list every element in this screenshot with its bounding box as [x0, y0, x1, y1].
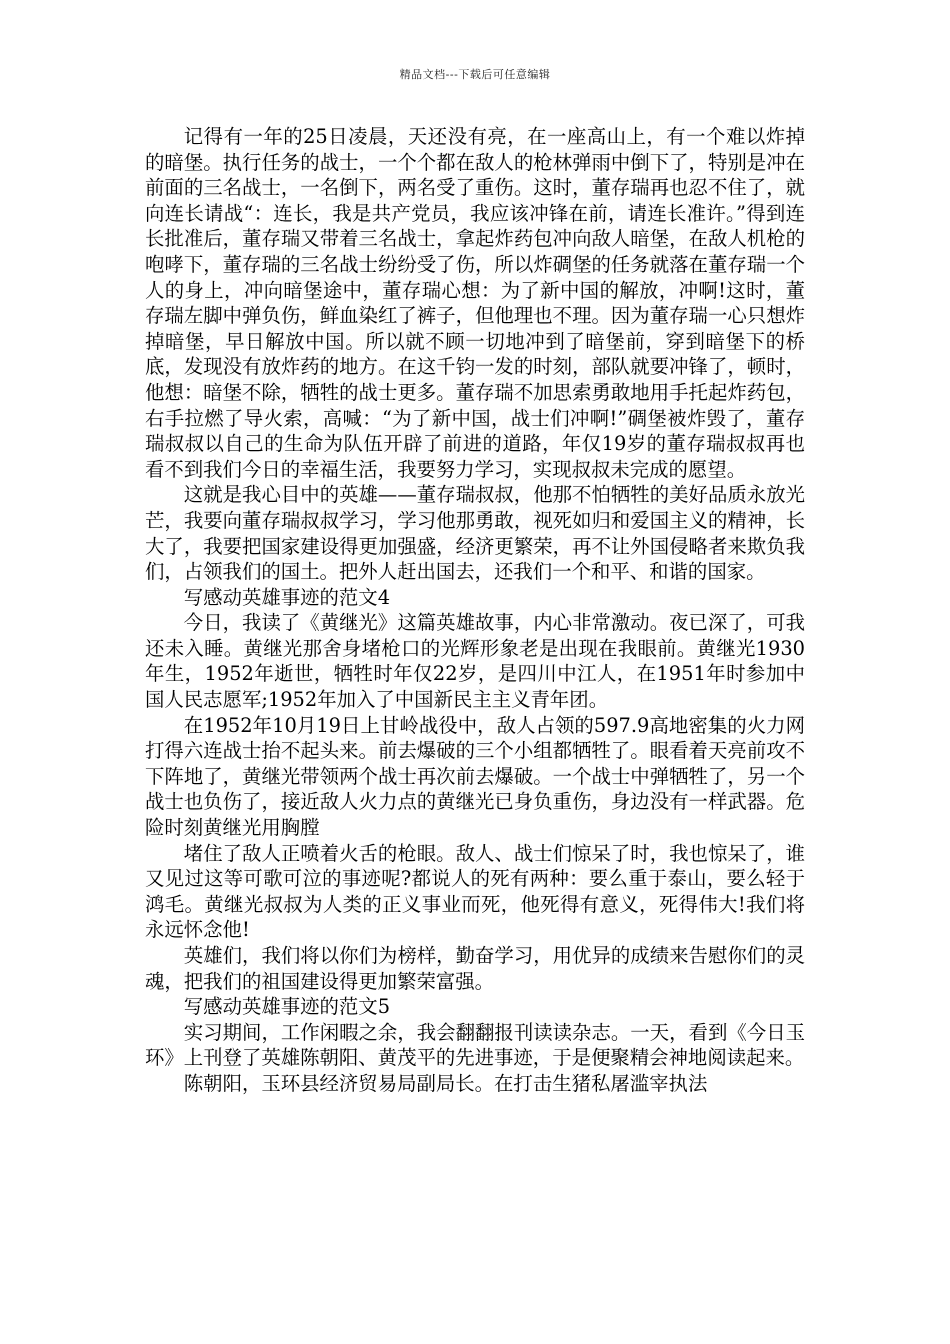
section-heading: 写感动英雄事迹的范文4	[183, 585, 391, 609]
section-heading: 写感动英雄事迹的范文5	[183, 995, 391, 1019]
paragraph: 记得有一年的25日凌晨，天还没有亮，在一座高山上，有一个难以炸掉的暗堡。执行任务的战士，一个个都在敌人的枪林弹雨中倒下了，特别是冲在前面的三名战士，一名倒下，两名受了重伤。这时，董存瑞再也忍不住了，就向连长请战“：连长，我是共产党员，我应该冲锋在前，请连长准许。”得到连长批准后，董存瑞又带着三名战士，拿起炸药包冲向敌人暗堡，在敌人机枪的咆哮下，董存瑞的三名战士纷纷受了伤，所以炸碉堡的任务就落在董存瑞一个人的身上，冲向暗堡途中，董存瑞心想：为了新中国的解放，冲啊!这时，董存瑞左脚中弹负伤，鲜血染红了裤子，但他理也不理。因为董存瑞一心只想炸掉暗堡，早日解放中国。所以就不顾一切地冲到了暗堡前，穿到暗堡下的桥底，发现没有放炸药的地方。在这千钧一发的时刻，部队就要冲锋了，顿时，他想：暗堡不除，牺牲的战士更多。董存瑞不加思索勇敢地用手托起炸药包，右手拉燃了导火索，高喊：“为了新中国，战士们冲啊!”碉堡被炸毁了，董存瑞叔叔以自己的生命为队伍开辟了前进的道路，年仅19岁的董存瑞叔叔再也看不到我们今日的幸福生活，我要努力学习，实现叔叔未完成的愿望。	[145, 125, 805, 481]
paragraph: 陈朝阳，玉环县经济贸易局副局长。在打击生猪私屠滥宰执法	[183, 1071, 708, 1095]
paragraph: 今日，我读了《黄继光》这篇英雄故事，内心非常激动。夜已深了，可我还未入睡。黄继光那舍身堵枪口的光辉形象老是出现在我眼前。黄继光1930年生，1952年逝世，牺牲时年仅22岁，是四川中江人，在1951年时参加中国人民志愿军;1952年加入了中国新民主主义青年团。	[145, 611, 805, 712]
paragraph: 在1952年10月19日上甘岭战役中，敌人占领的597.9高地密集的火力网打得六连战士抬不起头来。前去爆破的三个小组都牺牲了。眼看着天亮前攻不下阵地了，黄继光带领两个战士再次前去爆破。一个战士中弹牺牲了，另一个战士也负伤了，接近敌人火力点的黄继光已身负重伤，身边没有一样武器。危险时刻黄继光用胸膛	[145, 713, 805, 840]
paragraph: 这就是我心目中的英雄——董存瑞叔叔，他那不怕牺牲的美好品质永放光芒，我要向董存瑞叔叔学习，学习他那勇敢，视死如归和爱国主义的精神，长大了，我要把国家建设得更加强盛，经济更繁荣，再不让外国侵略者来欺负我们，占领我们的国土。把外人赶出国去，还我们一个和平、和谐的国家。	[145, 483, 805, 584]
page-header: 精品文档---下载后可任意编辑	[399, 68, 551, 81]
paragraph: 英雄们，我们将以你们为榜样，勤奋学习，用优异的成绩来告慰你们的灵魂，把我们的祖国建设得更加繁荣富强。	[145, 944, 805, 993]
paragraph: 实习期间，工作闲暇之余，我会翻翻报刊读读杂志。一天，看到《今日玉环》上刊登了英雄陈朝阳、黄茂平的先进事迹，于是便聚精会神地阅读起来。	[145, 1020, 805, 1070]
body-text	[145, 124, 805, 1097]
paragraph: 堵住了敌人正喷着火舌的枪眼。敌人、战士们惊呆了时，我也惊呆了，谁又见过这等可歌可泣的事迹呢?都说人的死有两种：要么重于泰山，要么轻于鸿毛。黄继光叔叔为人类的正义事业而死，他死得有意义，死得伟大!我们将永远怀念他!	[145, 841, 805, 942]
